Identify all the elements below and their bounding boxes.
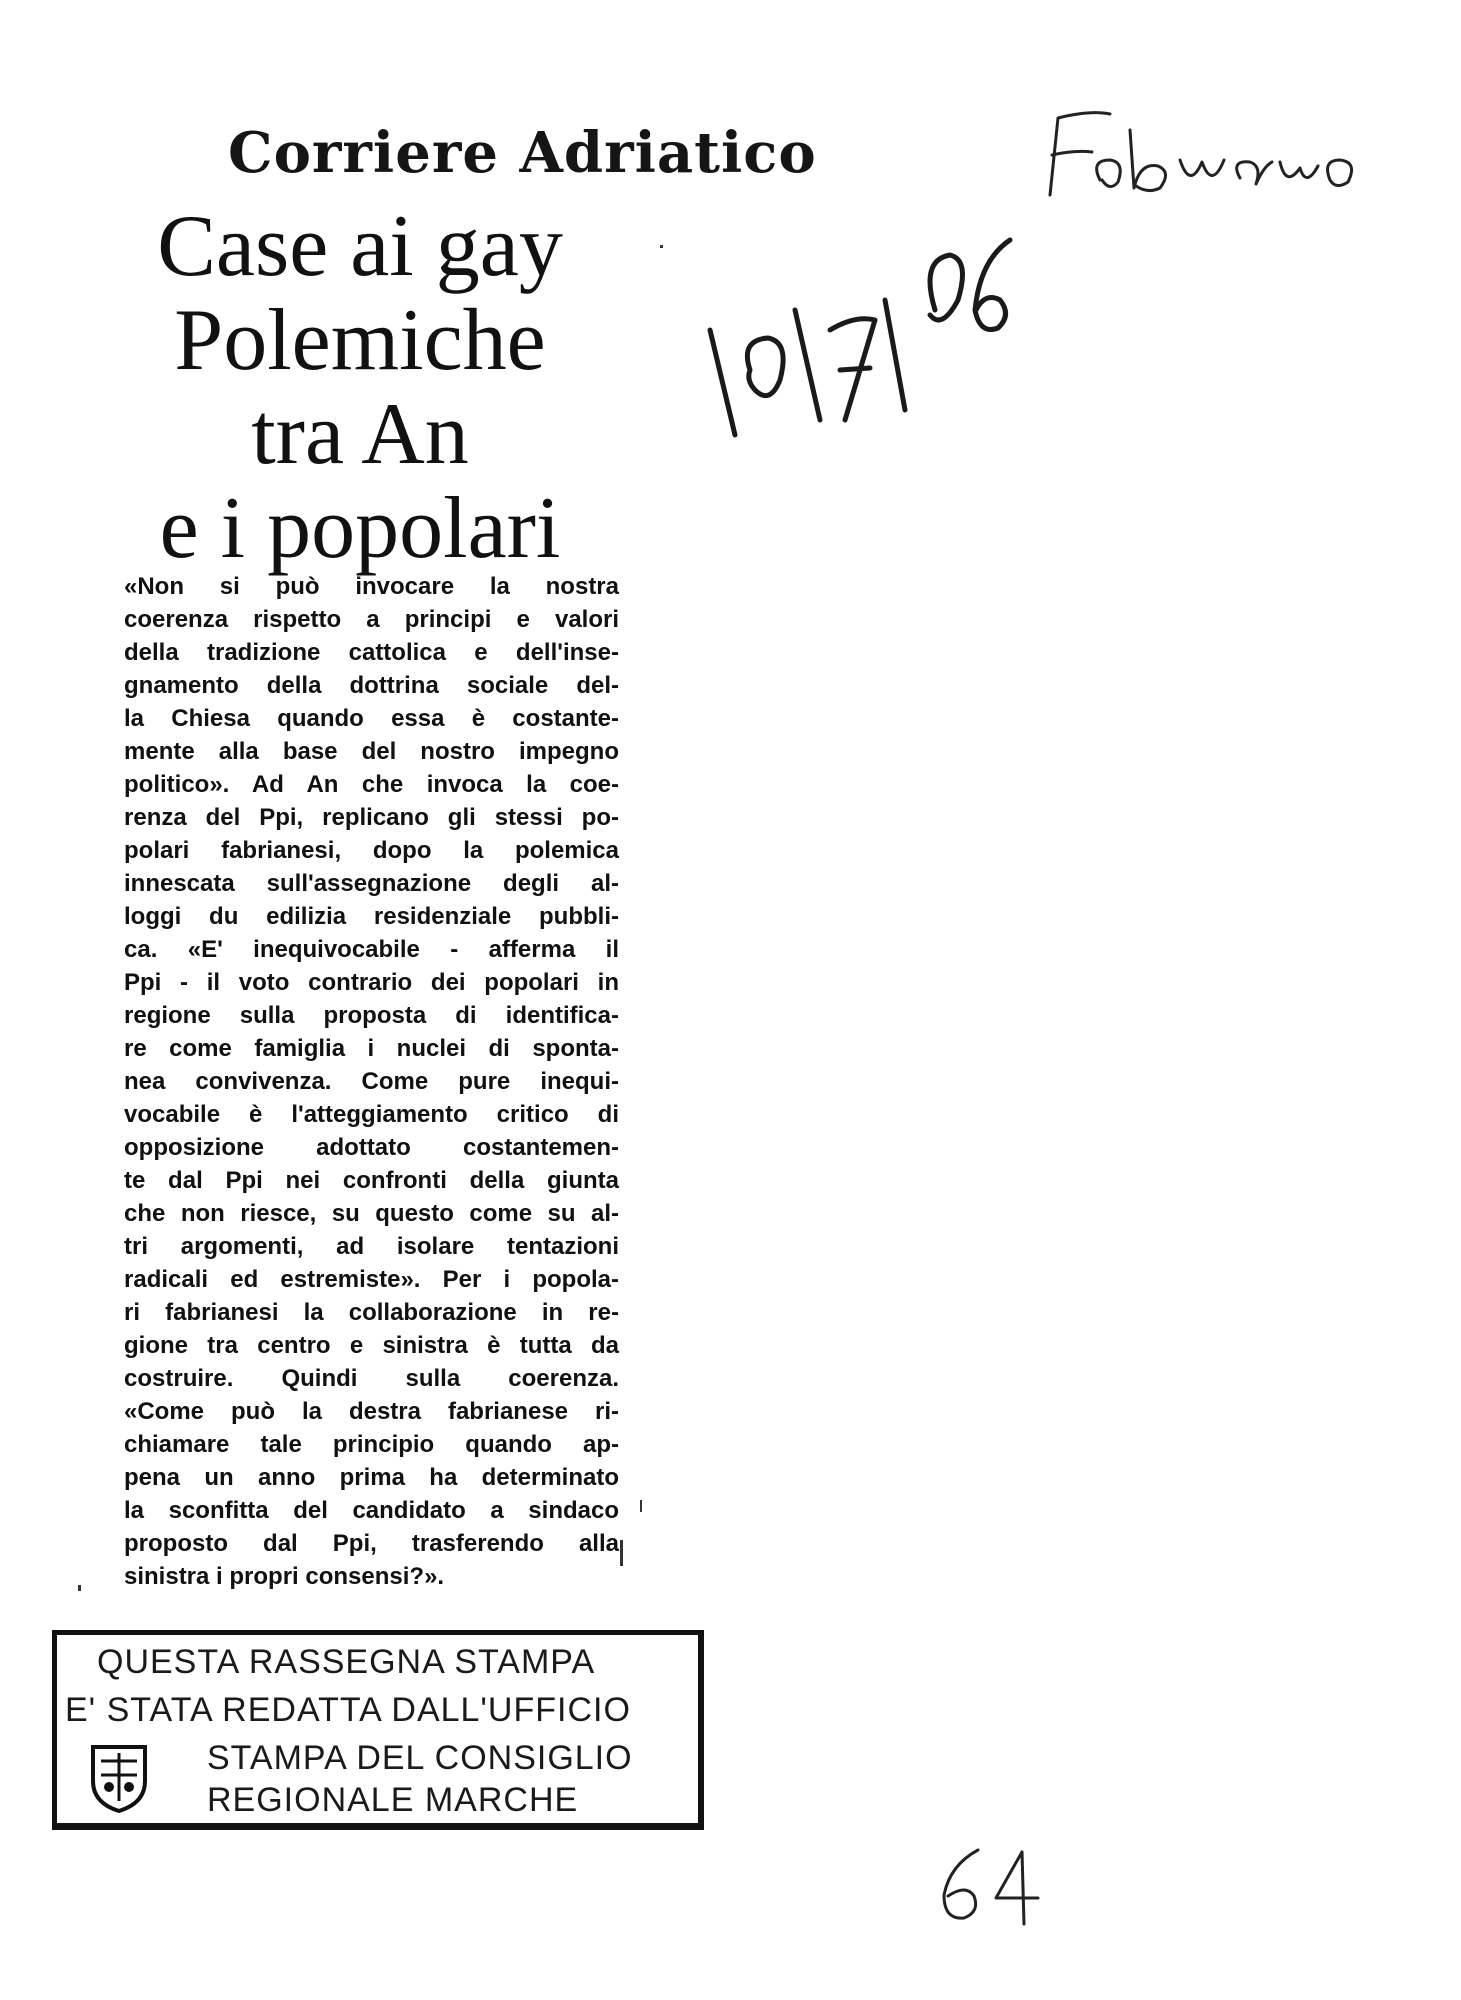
article-line: polari fabrianesi, dopo la polemica	[124, 837, 619, 864]
article-line: Ppi - il voto contrario dei popolari in	[124, 969, 619, 996]
office-stamp	[52, 1630, 704, 1830]
article-body	[124, 570, 619, 1593]
stamp-line: STAMPA DEL CONSIGLIO	[207, 1739, 633, 1777]
article-line: loggi du edilizia residenziale pubbli-	[124, 903, 619, 930]
headline-line: tra An	[251, 386, 469, 483]
article-line: re come famiglia i nuclei di sponta-	[124, 1035, 619, 1062]
article-line: costruire. Quindi sulla coerenza.	[124, 1365, 619, 1392]
article-line: opposizione adottato costantemen-	[124, 1134, 619, 1161]
article-line: ri fabrianesi la collaborazione in re-	[124, 1299, 619, 1326]
article-line: radicali ed estremiste». Per i popola-	[124, 1266, 619, 1293]
headline	[120, 200, 600, 576]
stamp-line: E' STATA REDATTA DALL'UFFICIO	[65, 1691, 631, 1729]
headline-line: Case ai gay	[157, 198, 563, 295]
article-line: mente alla base del nostro impegno	[124, 738, 619, 765]
article-line: vocabile è l'atteggiamento critico di	[124, 1101, 619, 1128]
masthead: Corriere Adriatico	[228, 120, 817, 186]
article-line: coerenza rispetto a principi e valori	[124, 606, 619, 633]
scan-speck	[640, 1500, 642, 1512]
article-line: regione sulla proposta di identifica-	[124, 1002, 619, 1029]
article-line: della tradizione cattolica e dell'inse-	[124, 639, 619, 666]
stamp-line: QUESTA RASSEGNA STAMPA	[97, 1643, 596, 1681]
headline-line: e i popolari	[159, 480, 561, 577]
headline-line: Polemiche	[174, 292, 546, 389]
article-line: gione tra centro e sinistra è tutta da	[124, 1332, 619, 1359]
article-line: sinistra i propri consensi?».	[124, 1563, 445, 1590]
article-line: tri argomenti, ad isolare tentazioni	[124, 1233, 619, 1260]
scan-speck	[620, 1540, 623, 1566]
article-line: chiamare tale principio quando ap-	[124, 1431, 619, 1458]
article-line: la sconfitta del candidato a sindaco	[124, 1497, 619, 1524]
handwritten-page-number	[930, 1840, 1050, 1930]
article-line: «Non si può invocare la nostra	[124, 573, 619, 600]
article-line: innescata sull'assegnazione degli al-	[124, 870, 619, 897]
article-line: proposto dal Ppi, trasferendo alla	[124, 1530, 619, 1557]
handwritten-city-annotation	[1030, 100, 1380, 210]
article-line: pena un anno prima ha determinato	[124, 1464, 619, 1491]
article-line: politico». Ad An che invoca la coe-	[124, 771, 619, 798]
article-line: gnamento della dottrina sociale del-	[124, 672, 619, 699]
article-line: «Come può la destra fabrianese ri-	[124, 1398, 619, 1425]
scan-speck	[78, 1585, 81, 1591]
article-line: che non riesce, su questo come su al-	[124, 1200, 619, 1227]
handwritten-date-annotation	[680, 220, 1040, 460]
article-line: la Chiesa quando essa è costante-	[124, 705, 619, 732]
article-line: renza del Ppi, replicano gli stessi po-	[124, 804, 619, 831]
regional-crest-icon	[87, 1741, 151, 1813]
article-line: nea convivenza. Come pure inequi-	[124, 1068, 619, 1095]
article-line: te dal Ppi nei confronti della giunta	[124, 1167, 619, 1194]
stamp-line: REGIONALE MARCHE	[207, 1781, 579, 1819]
article-line: ca. «E' inequivocabile - afferma il	[124, 936, 619, 963]
scan-speck	[660, 245, 663, 248]
